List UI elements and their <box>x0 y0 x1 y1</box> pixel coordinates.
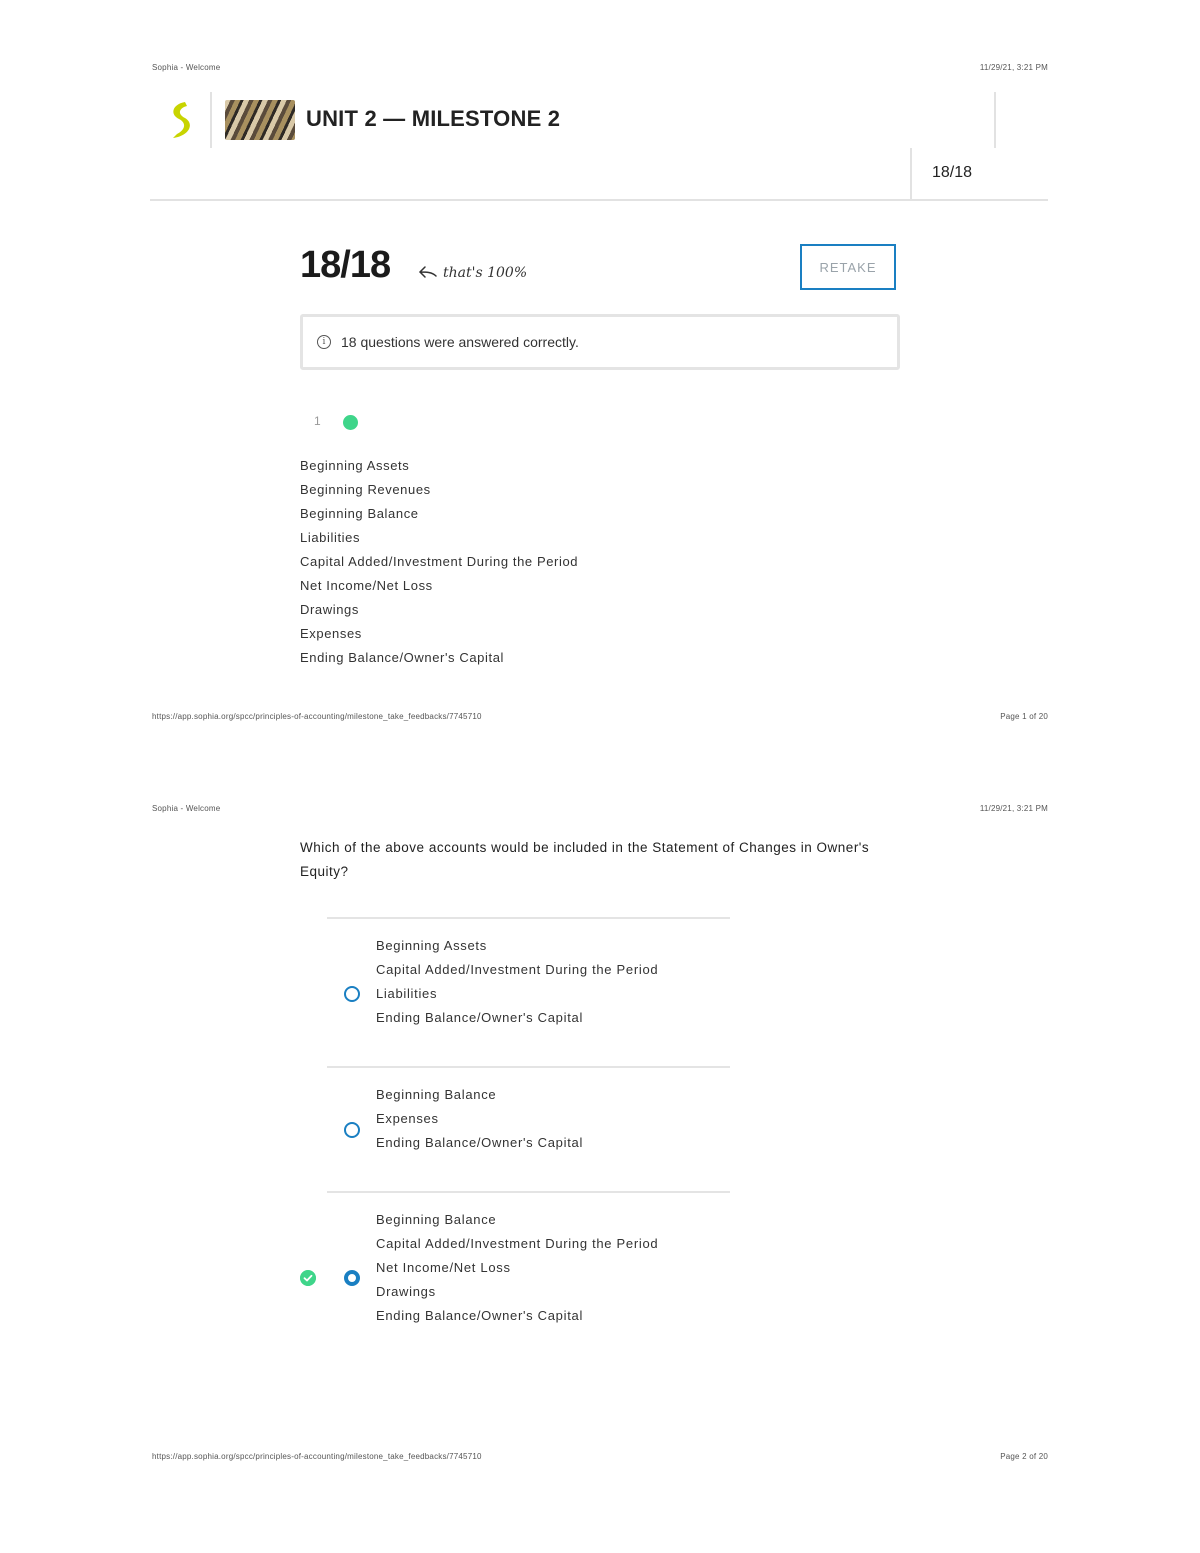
option-divider <box>327 1191 730 1193</box>
list-item: Net Income/Net Loss <box>300 578 433 593</box>
list-item: Liabilities <box>300 530 361 545</box>
option-divider <box>327 1066 730 1068</box>
print-footer-url: https://app.sophia.org/spcc/principles-of-accounting/milestone_take_feedbacks/7745710 <box>152 712 482 721</box>
correct-status-dot <box>343 415 358 430</box>
score-annotation: that's 100% <box>443 265 528 281</box>
score-divider <box>910 148 912 200</box>
result-score: 18/18 <box>300 244 391 286</box>
option-line: Ending Balance/Owner's Capital <box>376 1308 584 1323</box>
header-right-divider <box>994 92 996 148</box>
option-line: Net Income/Net Loss <box>376 1260 511 1275</box>
answer-radio-1[interactable] <box>344 986 360 1002</box>
list-item: Beginning Balance <box>300 506 419 521</box>
print-header-left: Sophia - Welcome <box>152 804 221 813</box>
question-prompt: Which of the above accounts would be included in the Statement of Changes in Owner's Equity? <box>300 840 870 879</box>
list-item: Capital Added/Investment During the Period <box>300 554 579 569</box>
option-line: Capital Added/Investment During the Period <box>376 962 659 977</box>
option-divider <box>327 917 730 919</box>
account-list <box>300 454 578 670</box>
option-line: Beginning Assets <box>376 938 487 953</box>
course-thumbnail <box>225 100 295 140</box>
correct-check-icon <box>300 1270 316 1286</box>
sophia-logo-icon[interactable] <box>165 100 199 140</box>
list-item: Drawings <box>300 602 359 617</box>
header-score: 18/18 <box>932 164 973 181</box>
option-line: Liabilities <box>376 986 438 1001</box>
print-footer-page: Page 2 of 20 <box>1000 1452 1048 1461</box>
answer-option-2[interactable] <box>376 1083 583 1155</box>
option-line: Ending Balance/Owner's Capital <box>376 1135 584 1150</box>
print-header-right: 11/29/21, 3:21 PM <box>979 804 1048 813</box>
answer-radio-2[interactable] <box>344 1122 360 1138</box>
option-line: Beginning Balance <box>376 1087 497 1102</box>
print-header-right: 11/29/21, 3:21 PM <box>979 63 1048 72</box>
print-header-left: Sophia - Welcome <box>152 63 221 72</box>
retake-button[interactable]: RETAKE <box>800 244 896 290</box>
header-divider <box>210 92 212 148</box>
header-bottom-rule <box>150 199 1048 201</box>
option-line: Capital Added/Investment During the Period <box>376 1236 659 1251</box>
arrow-left-icon <box>418 264 438 280</box>
list-item: Beginning Revenues <box>300 482 431 497</box>
result-info-text: 18 questions were answered correctly. <box>341 334 579 350</box>
print-footer-url: https://app.sophia.org/spcc/principles-of-accounting/milestone_take_feedbacks/7745710 <box>152 1452 482 1461</box>
question-number: 1 <box>314 414 321 428</box>
answer-option-1[interactable] <box>376 934 658 1030</box>
print-footer-page: Page 1 of 20 <box>1000 712 1048 721</box>
list-item: Ending Balance/Owner's Capital <box>300 650 505 665</box>
option-line: Drawings <box>376 1284 436 1299</box>
page-title: UNIT 2 — MILESTONE 2 <box>306 106 561 131</box>
list-item: Beginning Assets <box>300 458 410 473</box>
answer-radio-3[interactable] <box>344 1270 360 1286</box>
answer-option-3[interactable] <box>376 1208 658 1328</box>
option-line: Ending Balance/Owner's Capital <box>376 1010 584 1025</box>
option-line: Expenses <box>376 1111 439 1126</box>
info-icon: i <box>317 335 331 349</box>
result-info-box <box>300 314 900 370</box>
list-item: Expenses <box>300 626 362 641</box>
option-line: Beginning Balance <box>376 1212 497 1227</box>
